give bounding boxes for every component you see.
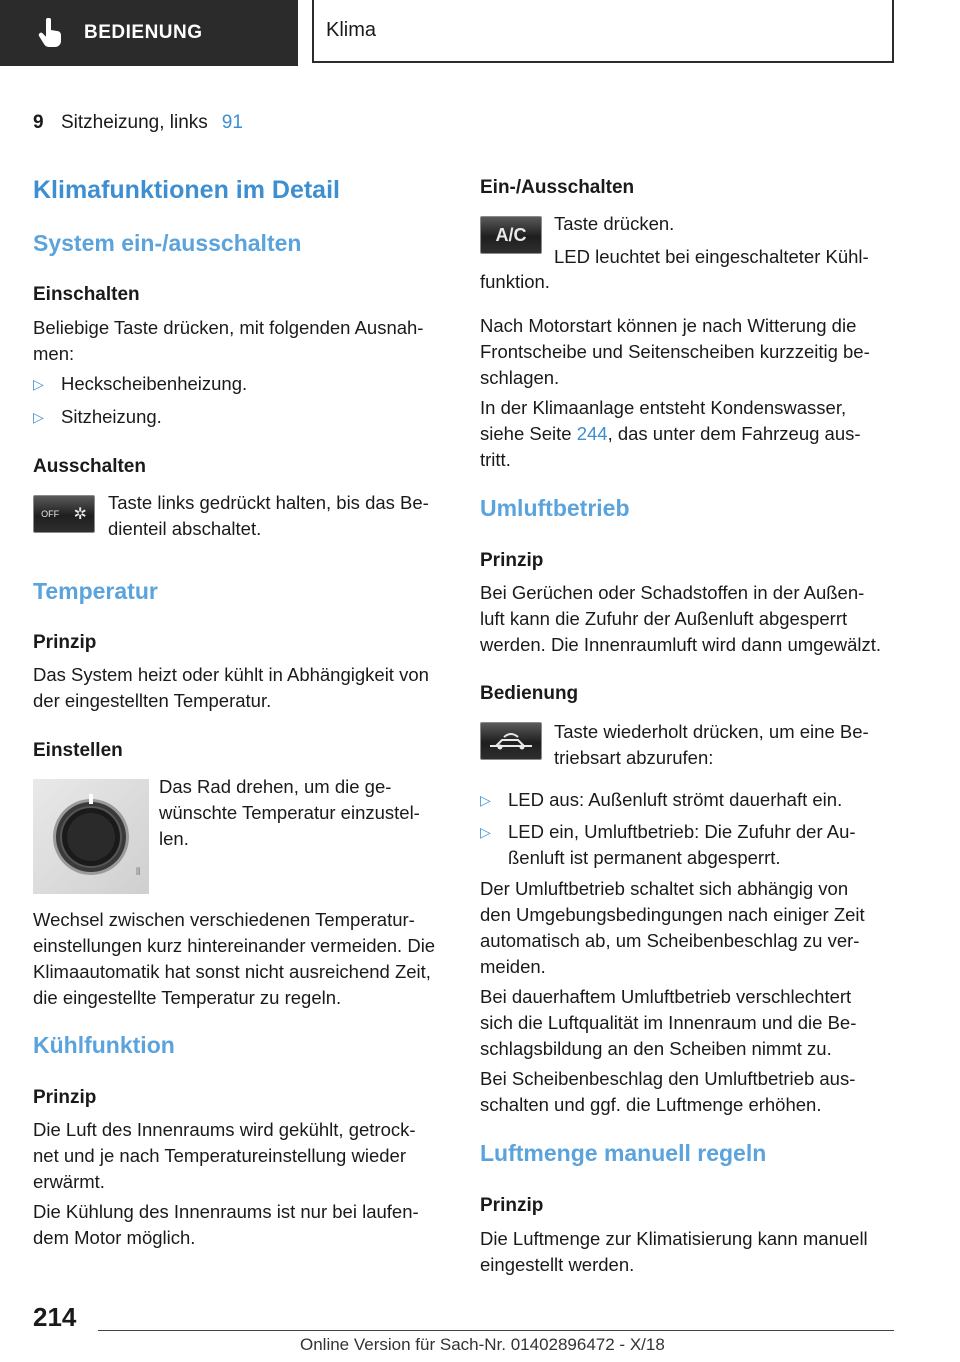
ausschalten-text-2: dienteil abschaltet. bbox=[108, 518, 262, 539]
luft-text-2: eingestellt werden. bbox=[480, 1254, 635, 1275]
bedienung-text-1: Taste wiederholt drücken, um eine Be- bbox=[554, 721, 869, 742]
einschalten-text-1: Beliebige Taste drücken, mit folgenden Ausnah- bbox=[33, 317, 424, 338]
auto-text-1: Der Umluftbetrieb schaltet sich abhängig von bbox=[480, 878, 849, 899]
page-number: 214 bbox=[33, 1302, 77, 1332]
list-item: ▷ LED aus: Außenluft strömt dauerhaft ein. bbox=[480, 787, 894, 813]
crossref-number: 9 bbox=[33, 112, 44, 133]
kuehl-text-2: net und je nach Temperatureinstellung wieder bbox=[33, 1145, 406, 1166]
crossref-page-link[interactable]: 91 bbox=[221, 112, 243, 133]
section-tab bbox=[0, 0, 298, 66]
bedienung-text-2: triebsart abzurufen: bbox=[554, 747, 714, 768]
bullet-triangle-icon: ▷ bbox=[480, 824, 491, 840]
wechsel-text-3: Klimaautomatik hat sonst nicht ausreichend Zeit, bbox=[33, 961, 431, 982]
bullet-triangle-icon: ▷ bbox=[33, 409, 44, 425]
kuehl-text-4: Die Kühlung des Innenraums ist nur bei laufen- bbox=[33, 1201, 419, 1222]
prinzip-text-1: Das System heizt oder kühlt in Abhängigkeit von bbox=[33, 664, 429, 685]
subheading-prinzip-4: Prinzip bbox=[480, 1195, 544, 1216]
subheading-prinzip-3: Prinzip bbox=[480, 550, 544, 571]
auto-text-3: automatisch ab, um Scheibenbeschlag zu ver- bbox=[480, 930, 860, 951]
scheib-text-1: Bei Scheibenbeschlag den Umluftbetrieb aus- bbox=[480, 1068, 856, 1089]
kuehl-text-5: dem Motor möglich. bbox=[33, 1227, 196, 1248]
dauer-text-1: Bei dauerhaftem Umluftbetrieb verschlechtert bbox=[480, 986, 852, 1007]
cross-reference bbox=[33, 112, 243, 134]
prinzip-text-2: der eingestellten Temperatur. bbox=[33, 690, 272, 711]
subheading-einstellen: Einstellen bbox=[33, 740, 123, 761]
section-heading-system: System ein-/ausschalten bbox=[33, 230, 302, 256]
einstellen-text-1: Das Rad drehen, um die ge- bbox=[159, 776, 392, 797]
svg-text:⫴: ⫴ bbox=[136, 867, 141, 878]
off-label: OFF bbox=[41, 509, 60, 519]
ac-label: A/C bbox=[495, 224, 527, 245]
page-link-244[interactable]: 244 bbox=[576, 423, 608, 444]
kondens-text-2: siehe Seite 244, das unter dem Fahrzeug aus- bbox=[480, 423, 861, 444]
list-item: ▷ LED ein, Umluftbetrieb: Die Zufuhr der Au- bbox=[480, 819, 894, 845]
ac-text-3: funktion. bbox=[480, 271, 550, 292]
section-heading-umluftbetrieb: Umluftbetrieb bbox=[480, 495, 630, 521]
motor-text-2: Frontscheibe und Seitenscheiben kurzzeitig be- bbox=[480, 341, 870, 362]
dauer-text-3: schlagsbildung an den Scheiben nimmt zu. bbox=[480, 1038, 832, 1059]
einstellen-text-2: wünschte Temperatur einzustel- bbox=[159, 802, 420, 823]
umluft-text-3: werden. Die Innenraumluft wird dann umgewälzt. bbox=[480, 634, 882, 655]
einstellen-text-3: len. bbox=[159, 828, 189, 849]
wechsel-text-1: Wechsel zwischen verschiedenen Temperatur- bbox=[33, 909, 415, 930]
luft-text-1: Die Luftmenge zur Klimatisierung kann manuell bbox=[480, 1228, 868, 1249]
einschalten-text-2: men: bbox=[33, 343, 75, 364]
list-item: ▷ Heckscheibenheizung. bbox=[33, 371, 447, 397]
auto-text-2: den Umgebungsbedingungen nach einiger Zeit bbox=[480, 904, 865, 925]
crossref-text: Sitzheizung, links bbox=[61, 112, 208, 133]
footer-divider bbox=[98, 1330, 894, 1331]
footer-text: Online Version für Sach-Nr. 01402896472 - X/18 bbox=[300, 1335, 665, 1354]
off-button-image bbox=[33, 495, 95, 533]
dauer-text-2: sich die Luftqualität im Innenraum und die Be- bbox=[480, 1012, 857, 1033]
umluft-text-2: luft kann die Zufuhr der Außenluft abgesperrt bbox=[480, 608, 848, 629]
fan-icon: ✲ bbox=[73, 506, 87, 523]
section-heading-luftmenge: Luftmenge manuell regeln bbox=[480, 1140, 767, 1166]
scheib-text-2: schalten und ggf. die Luftmenge erhöhen. bbox=[480, 1094, 822, 1115]
chapter-title: Klima bbox=[326, 19, 377, 41]
section-tab-label: BEDIENUNG bbox=[84, 22, 203, 43]
temperature-dial-icon bbox=[33, 779, 149, 894]
kondens-text-3: tritt. bbox=[480, 449, 511, 470]
ac-button-image bbox=[480, 216, 542, 254]
umluft-text-1: Bei Gerüchen oder Schadstoffen in der Außen- bbox=[480, 582, 865, 603]
wechsel-text-4: die eingestellte Temperatur zu regeln. bbox=[33, 987, 342, 1008]
chapter-header bbox=[312, 0, 894, 63]
recirculation-button-image bbox=[480, 722, 542, 760]
hand-pointer-icon bbox=[38, 18, 64, 48]
section-heading-kuehlfunktion: Kühlfunktion bbox=[33, 1032, 175, 1058]
temperature-knob-image bbox=[33, 779, 149, 894]
wechsel-text-2: einstellungen kurz hintereinander vermeiden. Die bbox=[33, 935, 436, 956]
page-title: Klimafunktionen im Detail bbox=[33, 176, 340, 204]
bullet-triangle-icon: ▷ bbox=[33, 376, 44, 392]
subheading-prinzip: Prinzip bbox=[33, 632, 97, 653]
auto-text-4: meiden. bbox=[480, 956, 546, 977]
motor-text-3: schlagen. bbox=[480, 367, 560, 388]
kuehl-text-3: erwärmt. bbox=[33, 1171, 105, 1192]
bullet2-continuation: ßenluft ist permanent abgesperrt. bbox=[508, 847, 781, 868]
section-heading-temperatur: Temperatur bbox=[33, 578, 158, 604]
subheading-bedienung: Bedienung bbox=[480, 683, 579, 704]
bullet-triangle-icon: ▷ bbox=[480, 792, 491, 808]
ausschalten-text-1: Taste links gedrückt halten, bis das Be- bbox=[108, 492, 429, 513]
kondens-text-1: In der Klimaanlage entsteht Kondenswasser, bbox=[480, 397, 847, 418]
subheading-einschalten: Einschalten bbox=[33, 284, 140, 305]
motor-text-1: Nach Motorstart können je nach Witterung die bbox=[480, 315, 857, 336]
recirculation-car-icon bbox=[486, 729, 536, 753]
kuehl-text-1: Die Luft des Innenraums wird gekühlt, getrock- bbox=[33, 1119, 416, 1140]
list-item: ▷ Sitzheizung. bbox=[33, 404, 447, 430]
ac-text-2: LED leuchtet bei eingeschalteter Kühl- bbox=[554, 246, 869, 267]
ac-text-1: Taste drücken. bbox=[554, 213, 675, 234]
subheading-ausschalten: Ausschalten bbox=[33, 456, 146, 477]
subheading-ein-ausschalten: Ein-/Ausschalten bbox=[480, 177, 635, 198]
subheading-prinzip-2: Prinzip bbox=[33, 1087, 97, 1108]
